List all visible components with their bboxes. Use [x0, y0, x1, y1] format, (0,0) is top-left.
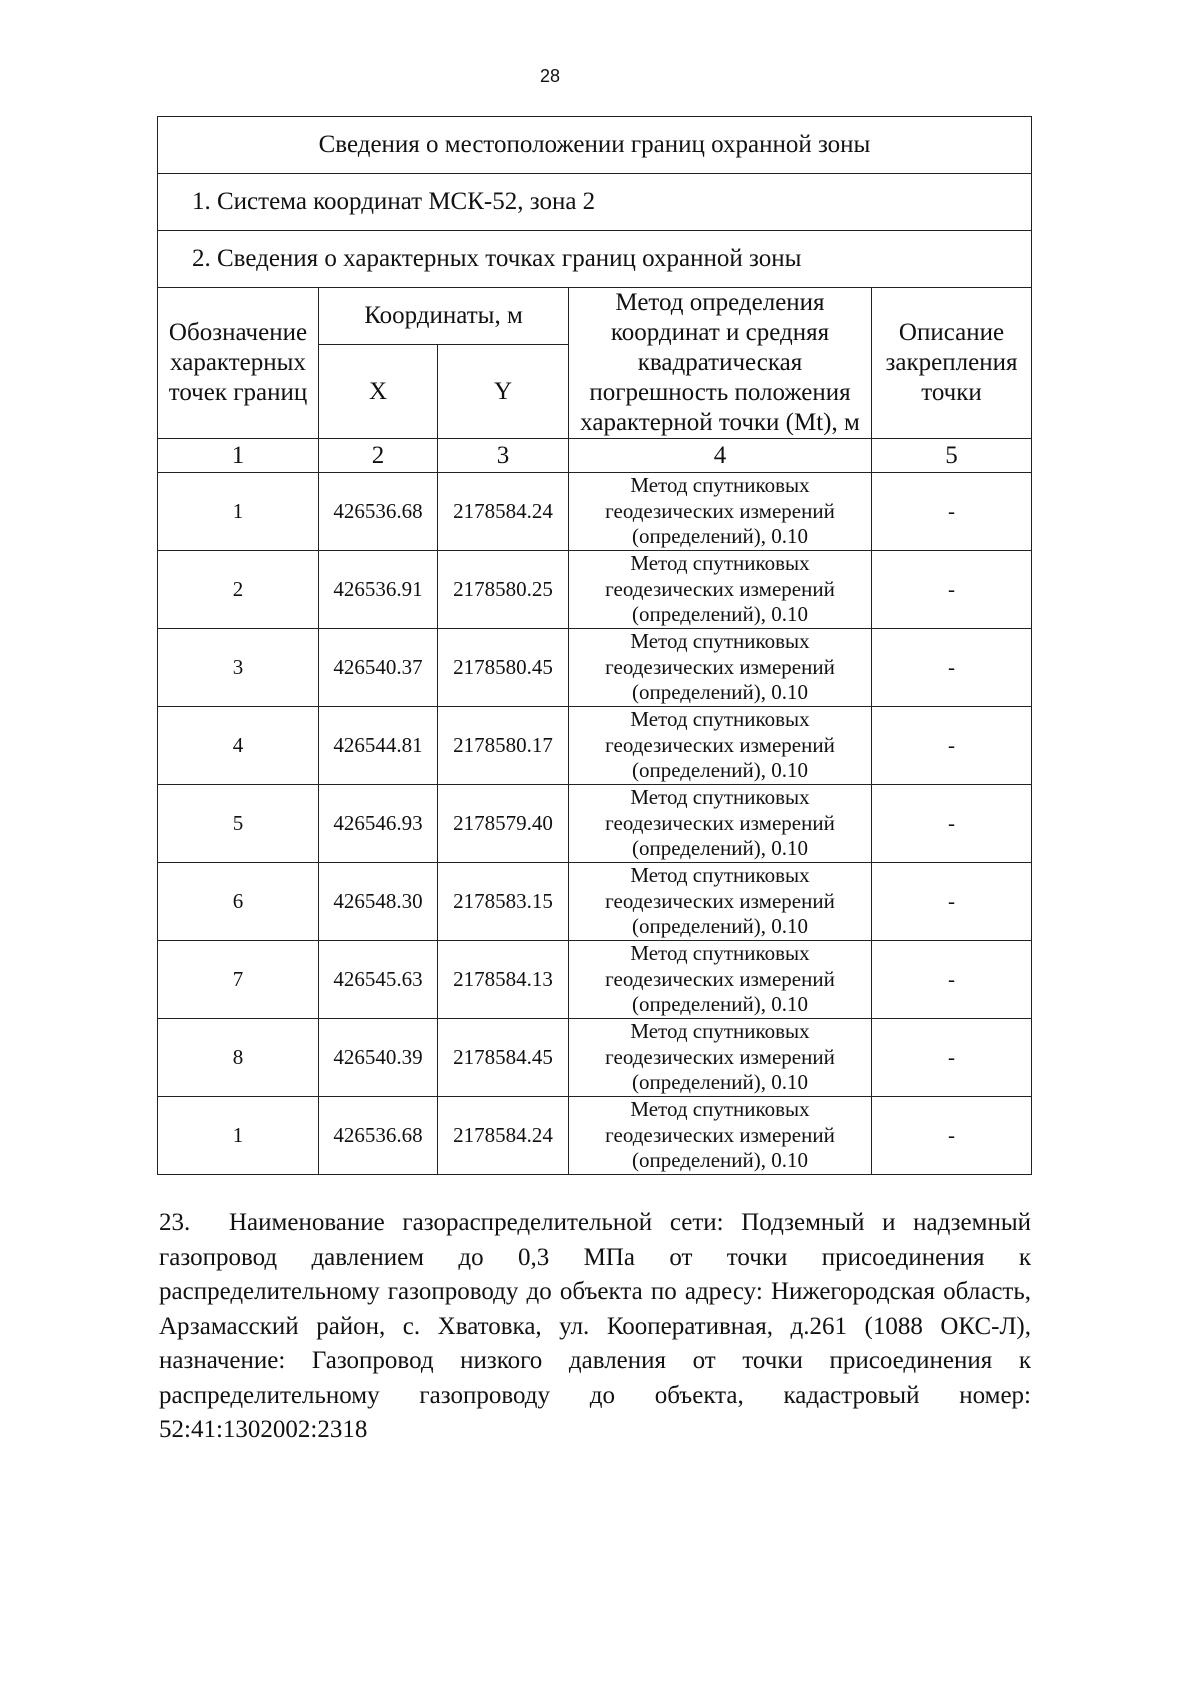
coord-y: 2178584.24 [438, 1097, 569, 1175]
table-row [158, 551, 1032, 629]
column-number: 3 [438, 439, 569, 473]
coord-x: 426544.81 [319, 707, 438, 785]
table-row [158, 863, 1032, 941]
table-row [158, 785, 1032, 863]
coord-y: 2178580.45 [438, 629, 569, 707]
description-cell: - [872, 941, 1032, 1019]
coord-y: 2178584.24 [438, 473, 569, 551]
table-title: Сведения о местоположении границ охранной зоны [158, 117, 1032, 174]
page-number: 28 [539, 66, 561, 86]
boundary-points-table [157, 116, 1032, 1175]
description-cell: - [872, 473, 1032, 551]
paragraph-number: 23. [159, 1209, 191, 1236]
table-row [158, 629, 1032, 707]
description-cell: - [872, 707, 1032, 785]
header-coordinates: Координаты, м [319, 288, 569, 345]
points-heading: 2. Сведения о характерных точках границ охранной зоны [158, 231, 1032, 288]
method-cell: Метод спутниковых геодезических измерений (определений), 0.10 [569, 629, 872, 707]
coord-y: 2178579.40 [438, 785, 569, 863]
header-x: X [319, 345, 438, 439]
point-id: 4 [158, 707, 319, 785]
coord-y: 2178583.15 [438, 863, 569, 941]
coordinate-system: 1. Система координат МСК-52, зона 2 [158, 174, 1032, 231]
coord-y: 2178584.45 [438, 1019, 569, 1097]
method-cell: Метод спутниковых геодезических измерений (определений), 0.10 [569, 1097, 872, 1175]
description-cell: - [872, 1097, 1032, 1175]
coord-x: 426545.63 [319, 941, 438, 1019]
method-cell: Метод спутниковых геодезических измерений (определений), 0.10 [569, 863, 872, 941]
method-cell: Метод спутниковых геодезических измерений (определений), 0.10 [569, 941, 872, 1019]
point-id: 5 [158, 785, 319, 863]
column-number: 4 [569, 439, 872, 473]
coord-x: 426548.30 [319, 863, 438, 941]
coord-x: 426546.93 [319, 785, 438, 863]
point-id: 7 [158, 941, 319, 1019]
coord-y: 2178580.25 [438, 551, 569, 629]
point-id: 2 [158, 551, 319, 629]
header-description: Описание закрепления точки [872, 288, 1032, 439]
column-number: 5 [872, 439, 1032, 473]
description-cell: - [872, 551, 1032, 629]
point-id: 8 [158, 1019, 319, 1097]
point-id: 1 [158, 1097, 319, 1175]
paragraph-23 [159, 1206, 1031, 1448]
coord-x: 426536.68 [319, 473, 438, 551]
point-id: 3 [158, 629, 319, 707]
method-cell: Метод спутниковых геодезических измерений (определений), 0.10 [569, 551, 872, 629]
coord-x: 426536.91 [319, 551, 438, 629]
header-method: Метод определения координат и средняя квадратическая погрешность положения характерной точки (Mt), м [569, 288, 872, 439]
description-cell: - [872, 629, 1032, 707]
coord-y: 2178580.17 [438, 707, 569, 785]
table-row [158, 941, 1032, 1019]
method-cell: Метод спутниковых геодезических измерений (определений), 0.10 [569, 785, 872, 863]
table-row [158, 1019, 1032, 1097]
coord-y: 2178584.13 [438, 941, 569, 1019]
description-cell: - [872, 785, 1032, 863]
column-number: 2 [319, 439, 438, 473]
column-number: 1 [158, 439, 319, 473]
table-row [158, 473, 1032, 551]
point-id: 1 [158, 473, 319, 551]
coord-x: 426540.37 [319, 629, 438, 707]
point-id: 6 [158, 863, 319, 941]
description-cell: - [872, 863, 1032, 941]
method-cell: Метод спутниковых геодезических измерений (определений), 0.10 [569, 473, 872, 551]
header-y: Y [438, 345, 569, 439]
method-cell: Метод спутниковых геодезических измерений (определений), 0.10 [569, 1019, 872, 1097]
paragraph-text: Наименование газораспределительной сети: Подземный и надземный газопровод давлением до 0,3 МПа от точки присоединения к распределительному газопроводу до объекта по адресу: Нижегородская область, Арзамасский район, с. Хватовка, ул. Кооперативная, д.261 (1088 ОКС-Л), назначение: Газопровод низкого давления от точки присоединения к распределительному газопроводу до объекта, кадастровый номер: 52:41:1302002:2318 [159, 1209, 1031, 1443]
coord-x: 426536.68 [319, 1097, 438, 1175]
coord-x: 426540.39 [319, 1019, 438, 1097]
method-cell: Метод спутниковых геодезических измерений (определений), 0.10 [569, 707, 872, 785]
table-row [158, 707, 1032, 785]
table-row [158, 1097, 1032, 1175]
description-cell: - [872, 1019, 1032, 1097]
header-designation: Обозначение характерных точек границ [158, 288, 319, 439]
